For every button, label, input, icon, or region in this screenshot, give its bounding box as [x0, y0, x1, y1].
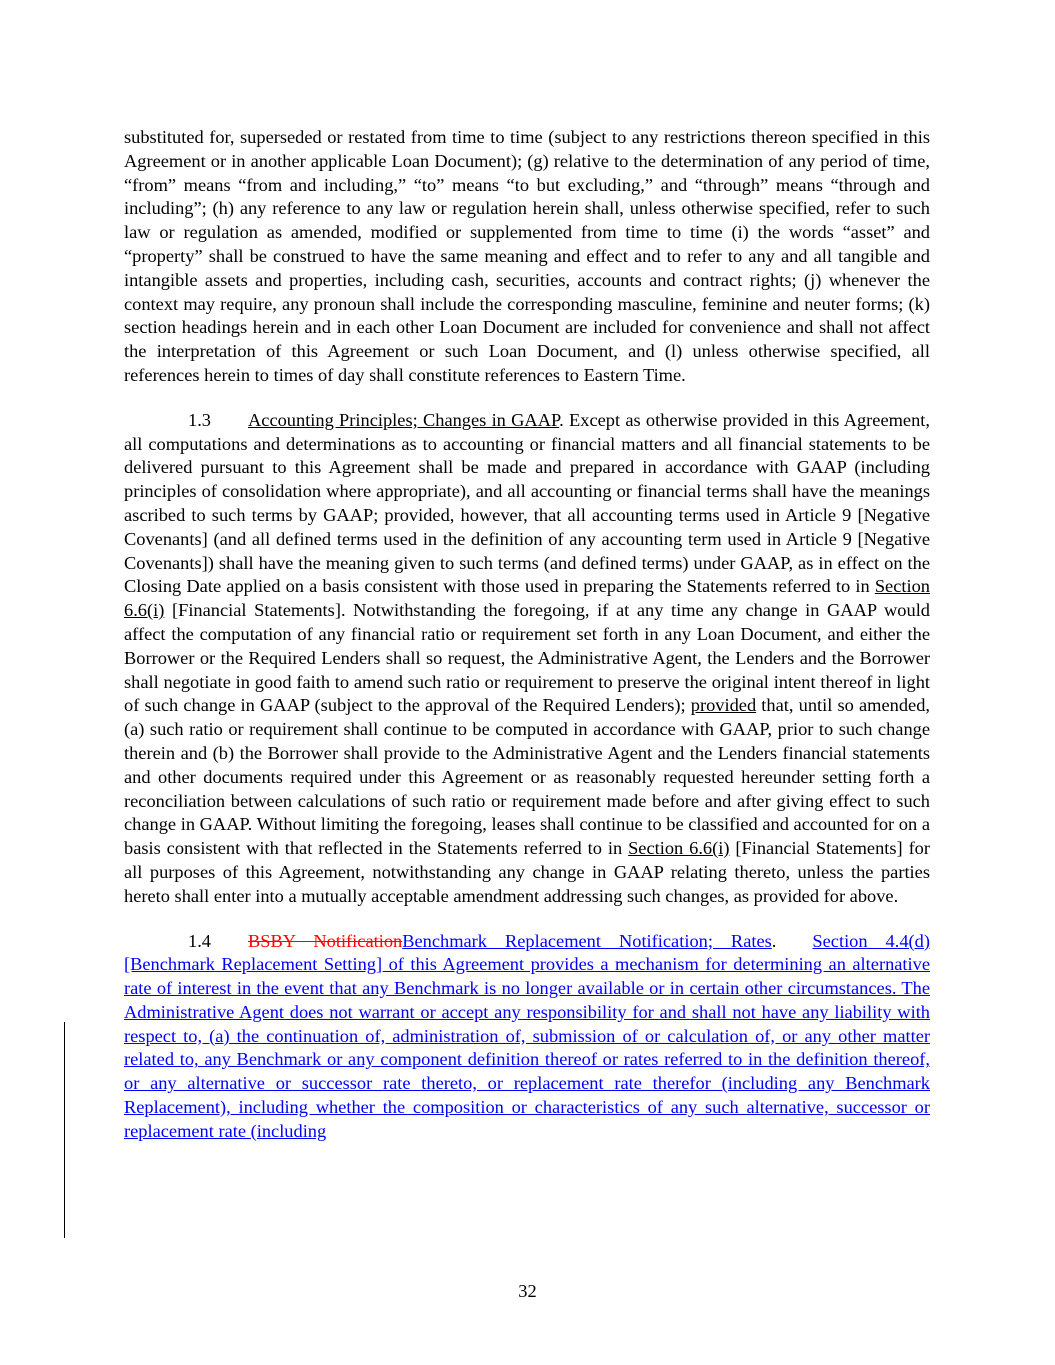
inserted-text: Section 4.4(d) [Benchmark Replacement Setting] of this Agreement provides a mechanism for determining an alternative rate of interest in the event that any Benchmark is no longer available or in certain other circumstances. The Administrative Agent does not warrant or accept any responsibility for and shall not have any liability with respect to, (a) the continuation of, administration of, submission of or calculation of, or any other matter related to, any Benchmark or any component definition thereof or rates referred to in the definition thereof, or any alternative or successor rate thereto, or replacement rate therefor (including any Benchmark Replacement), including whether the composition or characteristics of any such alternative, successor or replacement rate (including [124, 930, 930, 1141]
heading-period: . [559, 409, 564, 430]
page-number: 32 [518, 1281, 537, 1301]
section-text: [Financial Statements]. Notwithstanding the foregoing, if at any time any change in GAAP would affect the computation of any financial ratio or requirement set forth in any Loan Document, and either the Borrower or the Required Lenders shall so request, the Administrative Agent, the Lenders and the Borrower shall negotiate in good faith to amend such ratio or requirement to preserve the original intent thereof in light of such change in GAAP (subject to the approval of the Required Lenders); [124, 600, 930, 716]
section-heading: Accounting Principles; Changes in GAAP [248, 409, 560, 430]
change-bar [64, 1022, 65, 1238]
section-1-3 [124, 409, 930, 909]
section-number: 1.3 [188, 409, 211, 430]
section-reference: Section 6.6(i) [124, 576, 930, 621]
document-page [124, 126, 930, 1144]
inserted-heading: Benchmark Replacement Notification; Rates [402, 930, 772, 951]
heading-period: . [771, 930, 777, 951]
paragraph-continuation: substituted for, superseded or restated from time to time (subject to any restrictions thereon specified in this Agreement or in another applicable Loan Document); (g) relative to the determination of any period of time, “from” means “from and including,” “to” means “to but excluding,” and “through” means “through and including”; (h) any reference to any law or regulation herein shall, unless otherwise specified, refer to such law or regulation as amended, modified or supplemented from time to time (i) the words “asset” and “property” shall be construed to have the same meaning and effect and to refer to any and all tangible and intangible assets and properties, including cash, securities, accounts and contract rights; (j) whenever the context may require, any pronoun shall include the corresponding masculine, feminine and neuter forms; (k) section headings herein and in each other Loan Document are included for convenience and shall not affect the interpretation of this Agreement or such Loan Document, and (l) unless otherwise specified, all references herein to times of day shall constitute references to Eastern Time. [124, 127, 930, 385]
heading-spacer [776, 931, 812, 951]
section-text: [Financial Statements] for all purposes of this Agreement, notwithstanding any change in GAAP relating thereto, unless the parties hereto shall enter into a mutually acceptable amendment addressing such changes, as provided for above. [124, 838, 931, 906]
section-text: Except as otherwise provided in this Agreement, all computations and determinations as to accounting or financial matters and all financial statements to be delivered pursuant to this Agreement shall be made and prepared in accordance with GAAP (including principles of consolidation where appropriate), and all accounting or financial terms shall have the meanings ascribed to such terms by GAAP; provided, however, that all accounting terms used in Article 9 [Negative Covenants] (and all defined terms used in the definition of any accounting term used in Article 9 [Negative Covenants]) shall have the meaning given to such terms (and defined terms) under GAAP, as in effect on the Closing Date applied on a basis consistent with those used in preparing the Statements referred to in [124, 409, 930, 597]
section-reference: Section 6.6(i) [628, 838, 730, 859]
deleted-heading: BSBY Notification [248, 930, 403, 951]
section-1-4 [124, 930, 930, 1144]
section-number: 1.4 [188, 930, 211, 951]
section-text: that, until so amended, (a) such ratio or requirement shall continue to be computed in accordance with GAAP, prior to such change therein and (b) the Borrower shall provide to the Administrative Agent and the Lenders financial statements and other documents required under this Agreement or as reasonably requested hereunder setting forth a reconciliation between calculations of such ratio or requirement made before and after giving effect to such change in GAAP. Without limiting the foregoing, leases shall continue to be classified and accounted for on a basis consistent with that reflected in the Statements referred to in [124, 695, 930, 859]
provided-term: provided [690, 695, 757, 716]
